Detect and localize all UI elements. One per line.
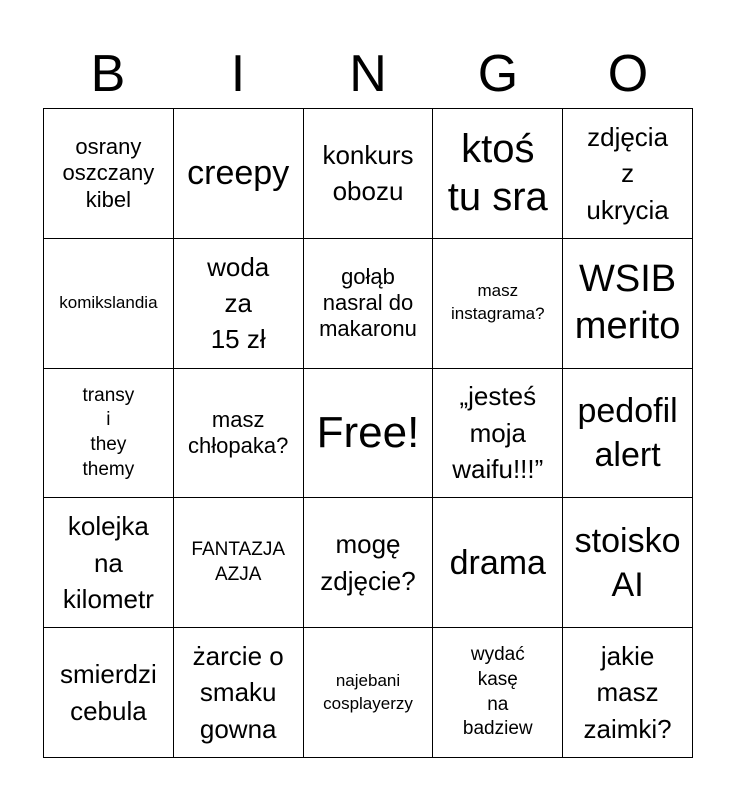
bingo-cell[interactable]: smierdzi cebula <box>44 628 174 758</box>
bingo-cell[interactable]: zdjęcia z ukrycia <box>563 109 693 239</box>
bingo-cell[interactable]: najebani cosplayerzy <box>304 628 434 758</box>
bingo-cell[interactable]: pedofil alert <box>563 369 693 499</box>
bingo-cell[interactable]: konkurs obozu <box>304 109 434 239</box>
bingo-cell[interactable]: komikslandia <box>44 239 174 369</box>
bingo-cell[interactable]: żarcie o smaku gowna <box>174 628 304 758</box>
bingo-cell[interactable]: gołąb nasral do makaronu <box>304 239 434 369</box>
bingo-cell[interactable]: kolejka na kilometr <box>44 498 174 628</box>
bingo-cell-free[interactable]: Free! <box>304 369 434 499</box>
bingo-cell[interactable]: masz instagrama? <box>433 239 563 369</box>
bingo-cell[interactable]: woda za 15 zł <box>174 239 304 369</box>
bingo-cell[interactable]: jakie masz zaimki? <box>563 628 693 758</box>
bingo-cell[interactable]: stoisko AI <box>563 498 693 628</box>
bingo-cell[interactable]: FANTAZJA AZJA <box>174 498 304 628</box>
bingo-cell[interactable]: masz chłopaka? <box>174 369 304 499</box>
bingo-cell[interactable]: ktoś tu sra <box>433 109 563 239</box>
header-letter-b: B <box>90 45 126 103</box>
header-letter-o: O <box>607 45 649 103</box>
bingo-cell[interactable]: creepy <box>174 109 304 239</box>
bingo-cell[interactable]: osrany oszczany kibel <box>44 109 174 239</box>
bingo-cell[interactable]: WSIB merito <box>563 239 693 369</box>
header-letter-i: I <box>230 45 246 103</box>
bingo-cell[interactable]: wydać kasę na badziew <box>433 628 563 758</box>
bingo-header <box>43 40 693 108</box>
header-letter-n: N <box>349 45 387 103</box>
bingo-cell[interactable]: mogę zdjęcie? <box>304 498 434 628</box>
bingo-grid <box>43 108 693 758</box>
bingo-cell[interactable]: transy i they themy <box>44 369 174 499</box>
header-letter-g: G <box>477 45 519 103</box>
bingo-cell[interactable]: drama <box>433 498 563 628</box>
bingo-cell[interactable]: „jesteś moja waifu!!!” <box>433 369 563 499</box>
